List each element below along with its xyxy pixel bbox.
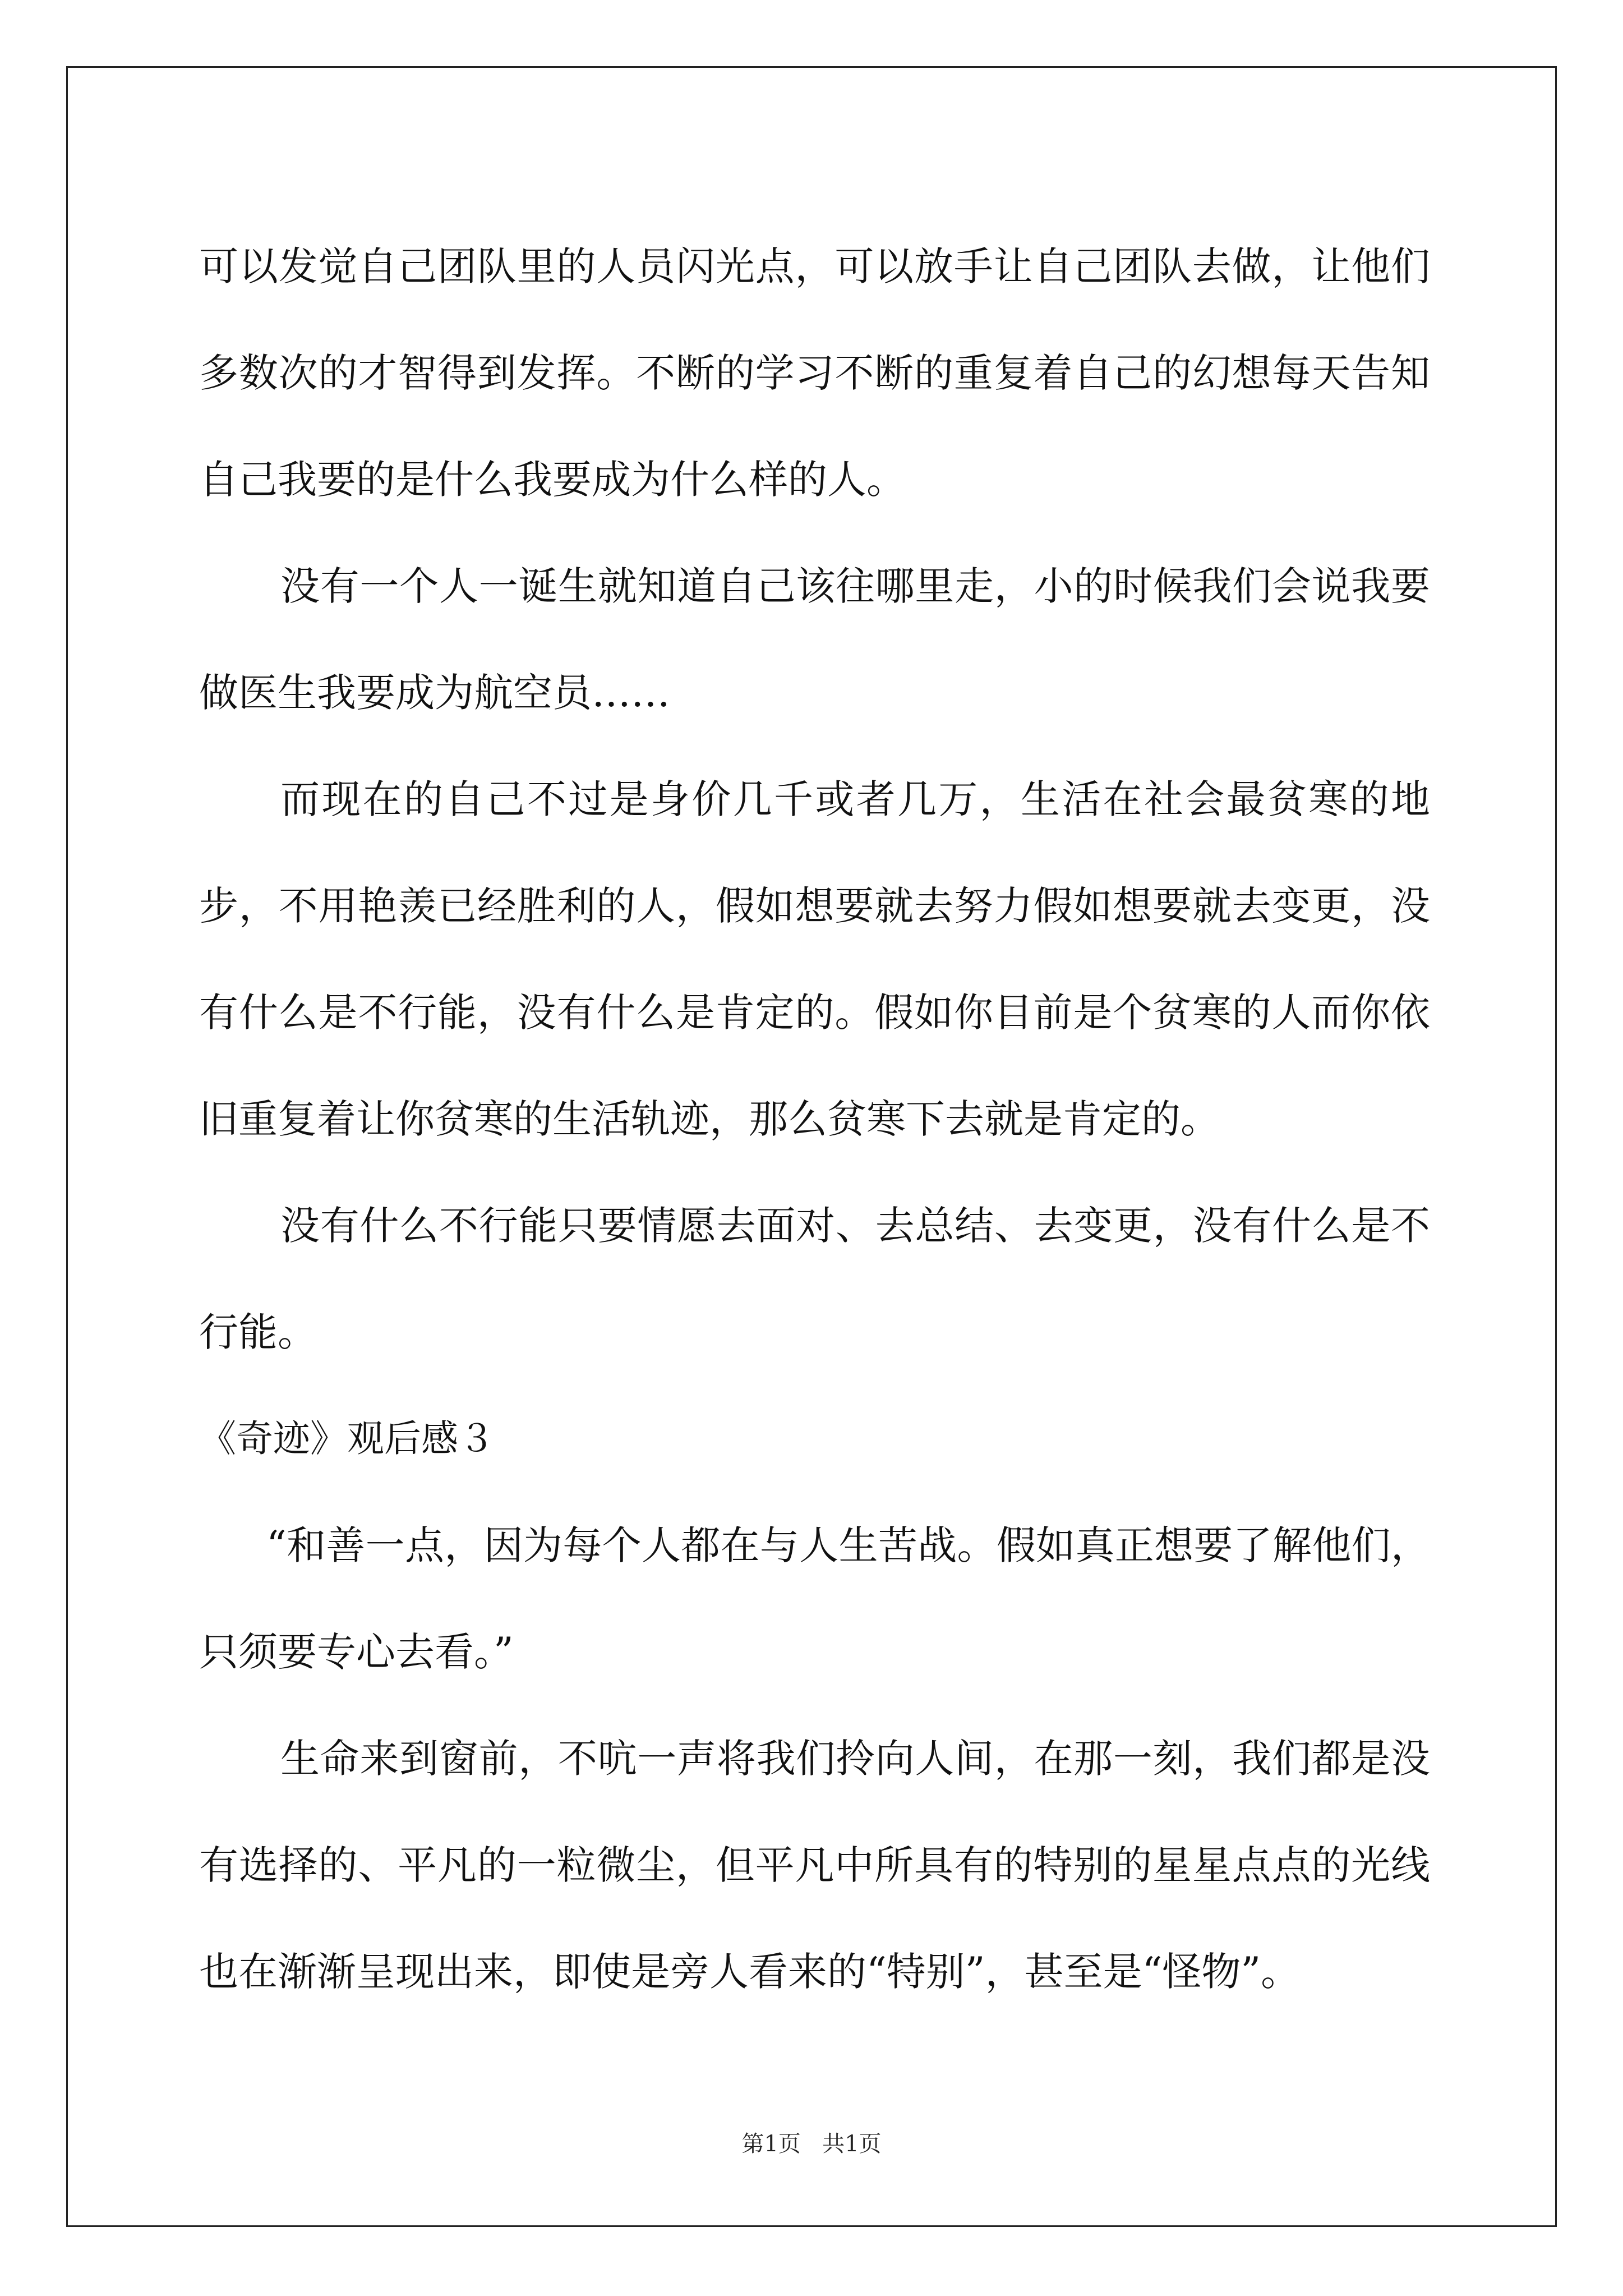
page-number: 第1页 xyxy=(741,2131,801,2157)
page-footer xyxy=(0,2127,1623,2161)
quote-paragraph: “和善一点，因为每个人都在与人生苦战。假如真正想要了解他们，只须要专心去看。” xyxy=(199,1522,1430,1675)
paragraph-2: 没有一个人一诞生就知道自己该往哪里走，小的时候我们会说我要做医生我要成为航空员…… xyxy=(199,563,1430,716)
document-body xyxy=(199,213,1430,2025)
page-total: 共1页 xyxy=(822,2131,882,2157)
paragraph-5: 生命来到窗前，不吭一声将我们拎向人间，在那一刻，我们都是没有选择的、平凡的一粒微尘，但平凡中所具有的特别的星星点点的光线也在渐渐呈现出来，即使是旁人看来的“特别”，甚至是“怪物”。 xyxy=(199,1736,1430,1995)
paragraph-4: 没有什么不行能只要情愿去面对、去总结、去变更，没有什么是不行能。 xyxy=(199,1203,1430,1355)
paragraph-3: 而现在的自己不过是身价几千或者几万，生活在社会最贫寒的地步，不用艳羡已经胜利的人，假如想要就去努力假如想要就去变更，没有什么是不行能，没有什么是肯定的。假如你目前是个贫寒的人而你依旧重复着让你贫寒的生活轨迹，那么贫寒下去就是肯定的。 xyxy=(199,776,1430,1142)
section-heading: 《奇迹》观后感３ xyxy=(199,1417,495,1460)
paragraph-1: 可以发觉自己团队里的人员闪光点，可以放手让自己团队去做，让他们多数次的才智得到发挥。不断的学习不断的重复着自己的幻想每天告知自己我要的是什么我要成为什么样的人。 xyxy=(199,243,1430,503)
